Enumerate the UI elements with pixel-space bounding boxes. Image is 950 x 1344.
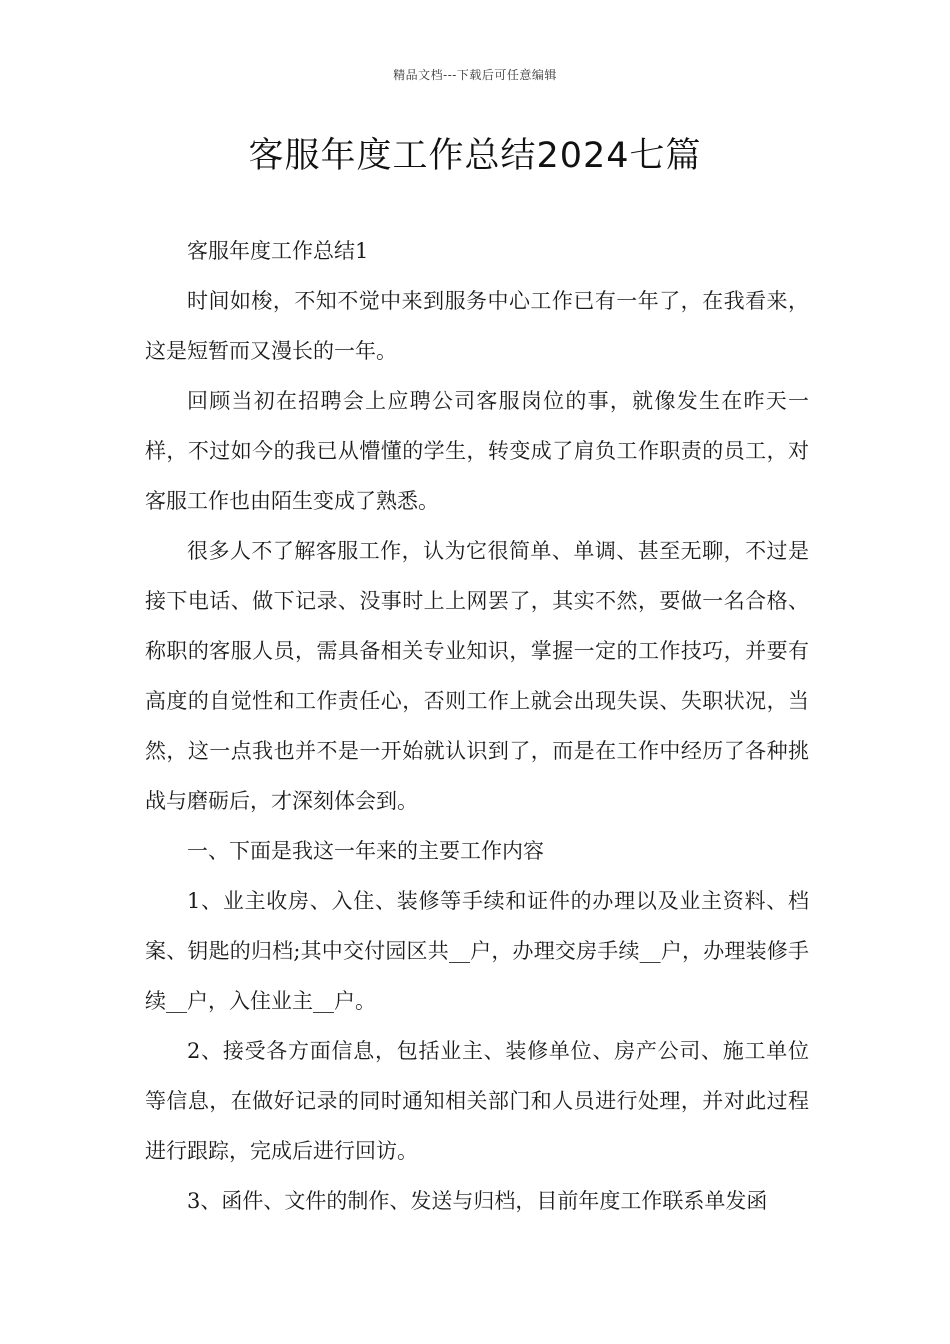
paragraph: 2、接受各方面信息，包括业主、装修单位、房产公司、施工单位等信息，在做好记录的同时通知相关部门和人员进行处理，并对此过程进行跟踪，完成后进行回访。: [145, 1039, 809, 1163]
section-heading: 客服年度工作总结1: [187, 239, 369, 263]
document-title: 客服年度工作总结2024七篇: [248, 136, 702, 176]
document-body: [145, 226, 809, 1226]
paragraph: 3、函件、文件的制作、发送与归档，目前年度工作联系单发函: [187, 1189, 768, 1213]
section-heading: 一、下面是我这一年来的主要工作内容: [187, 839, 544, 863]
header-note: 精品文档---下载后可任意编辑: [393, 68, 557, 82]
paragraph: 回顾当初在招聘会上应聘公司客服岗位的事，就像发生在昨天一样，不过如今的我已从懵懂的学生，转变成了肩负工作职责的员工，对客服工作也由陌生变成了熟悉。: [145, 389, 809, 513]
paragraph: 很多人不了解客服工作，认为它很简单、单调、甚至无聊，不过是接下电话、做下记录、没事时上上网罢了，其实不然，要做一名合格、称职的客服人员，需具备相关专业知识，掌握一定的工作技巧，并要有高度的自觉性和工作责任心，否则工作上就会出现失误、失职状况，当然，这一点我也并不是一开始就认识到了，而是在工作中经历了各种挑战与磨砺后，才深刻体会到。: [145, 539, 809, 813]
paragraph: 1、业主收房、入住、装修等手续和证件的办理以及业主资料、档案、钥匙的归档;其中交付园区共__户，办理交房手续__户，办理装修手续__户，入住业主__户。: [145, 889, 809, 1013]
paragraph: 时间如梭，不知不觉中来到服务中心工作已有一年了，在我看来，这是短暂而又漫长的一年。: [145, 289, 809, 363]
